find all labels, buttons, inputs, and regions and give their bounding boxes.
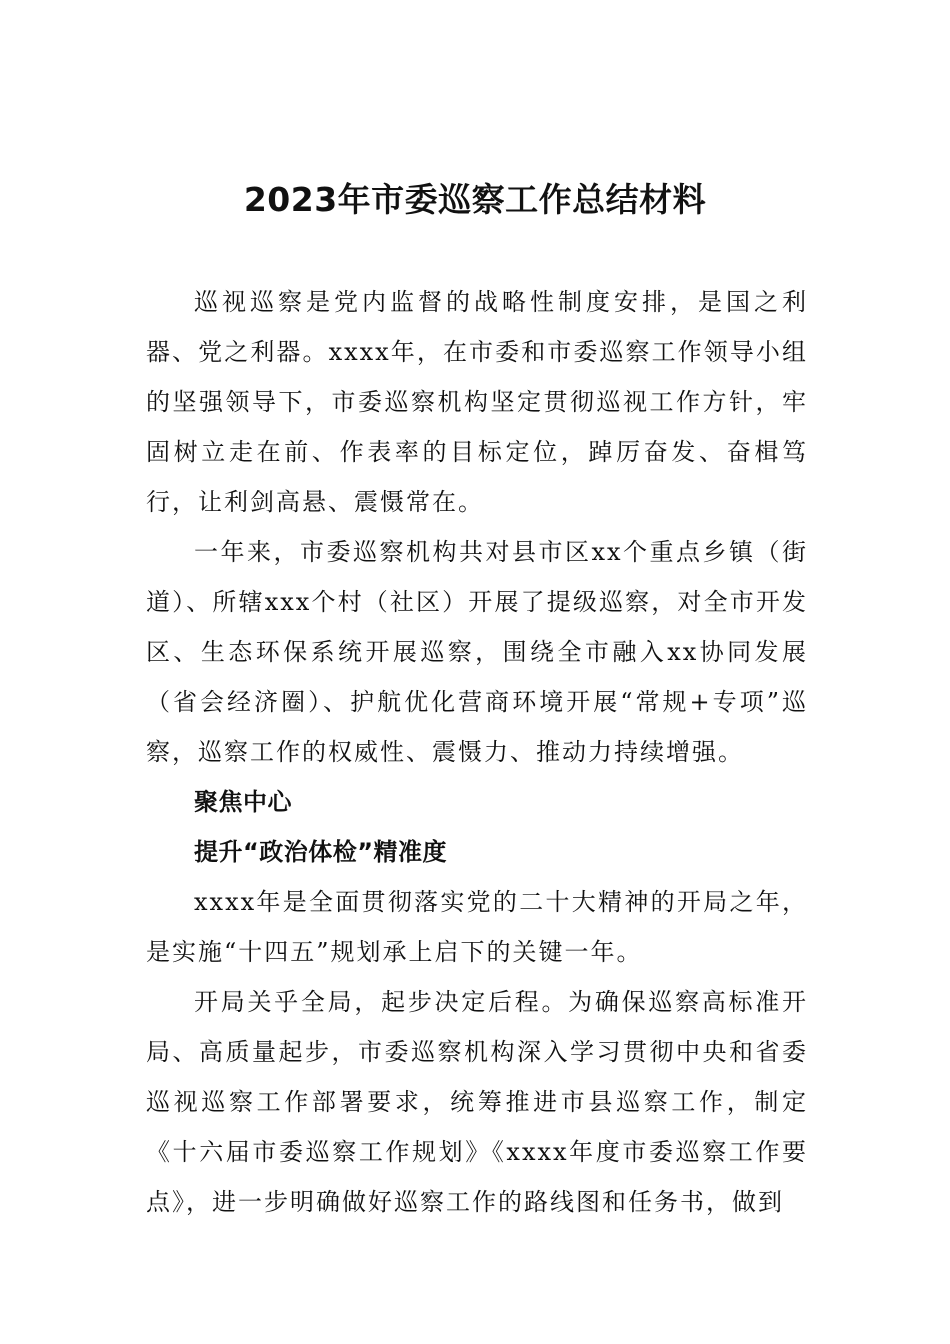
document-title: 2023年市委巡察工作总结材料 xyxy=(243,180,707,219)
paragraph-planning: 开局关乎全局，起步决定后程。为确保巡察高标准开局、高质量起步，市委巡察机构深入学习贯彻中央和省委巡视巡察工作部署要求，统筹推进市县巡察工作，制定《十六届市委巡察工作规划》《xxxx年度市委巡察工作要点》，进一步明确做好巡察工作的路线图和任务书，做到 xyxy=(146,988,808,1216)
paragraph-intro: 巡视巡察是党内监督的战略性制度安排，是国之利器、党之利器。xxxx年，在市委和市委巡察工作领导小组的坚强领导下，市委巡察机构坚定贯彻巡视工作方针，牢固树立走在前、作表率的目标定位，踔厉奋发、奋楫笃行，让利剑高悬、震慑常在。 xyxy=(146,288,808,516)
paragraph-context: xxxx年是全面贯彻落实党的二十大精神的开局之年，是实施“十四五”规划承上启下的关键一年。 xyxy=(146,888,808,966)
paragraph-overview: 一年来，市委巡察机构共对县市区xx个重点乡镇（街道）、所辖xxx个村（社区）开展了提级巡察，对全市开发区、生态环保系统开展巡察，围绕全市融入xx协同发展（省会经济圈）、护航优化营商环境开展“常规+专项”巡察，巡察工作的权威性、震慑力、推动力持续增强。 xyxy=(146,538,808,766)
section-heading: 聚焦中心 xyxy=(194,788,292,816)
subsection-heading: 提升“政治体检”精准度 xyxy=(194,838,448,866)
document-body xyxy=(146,277,808,1227)
